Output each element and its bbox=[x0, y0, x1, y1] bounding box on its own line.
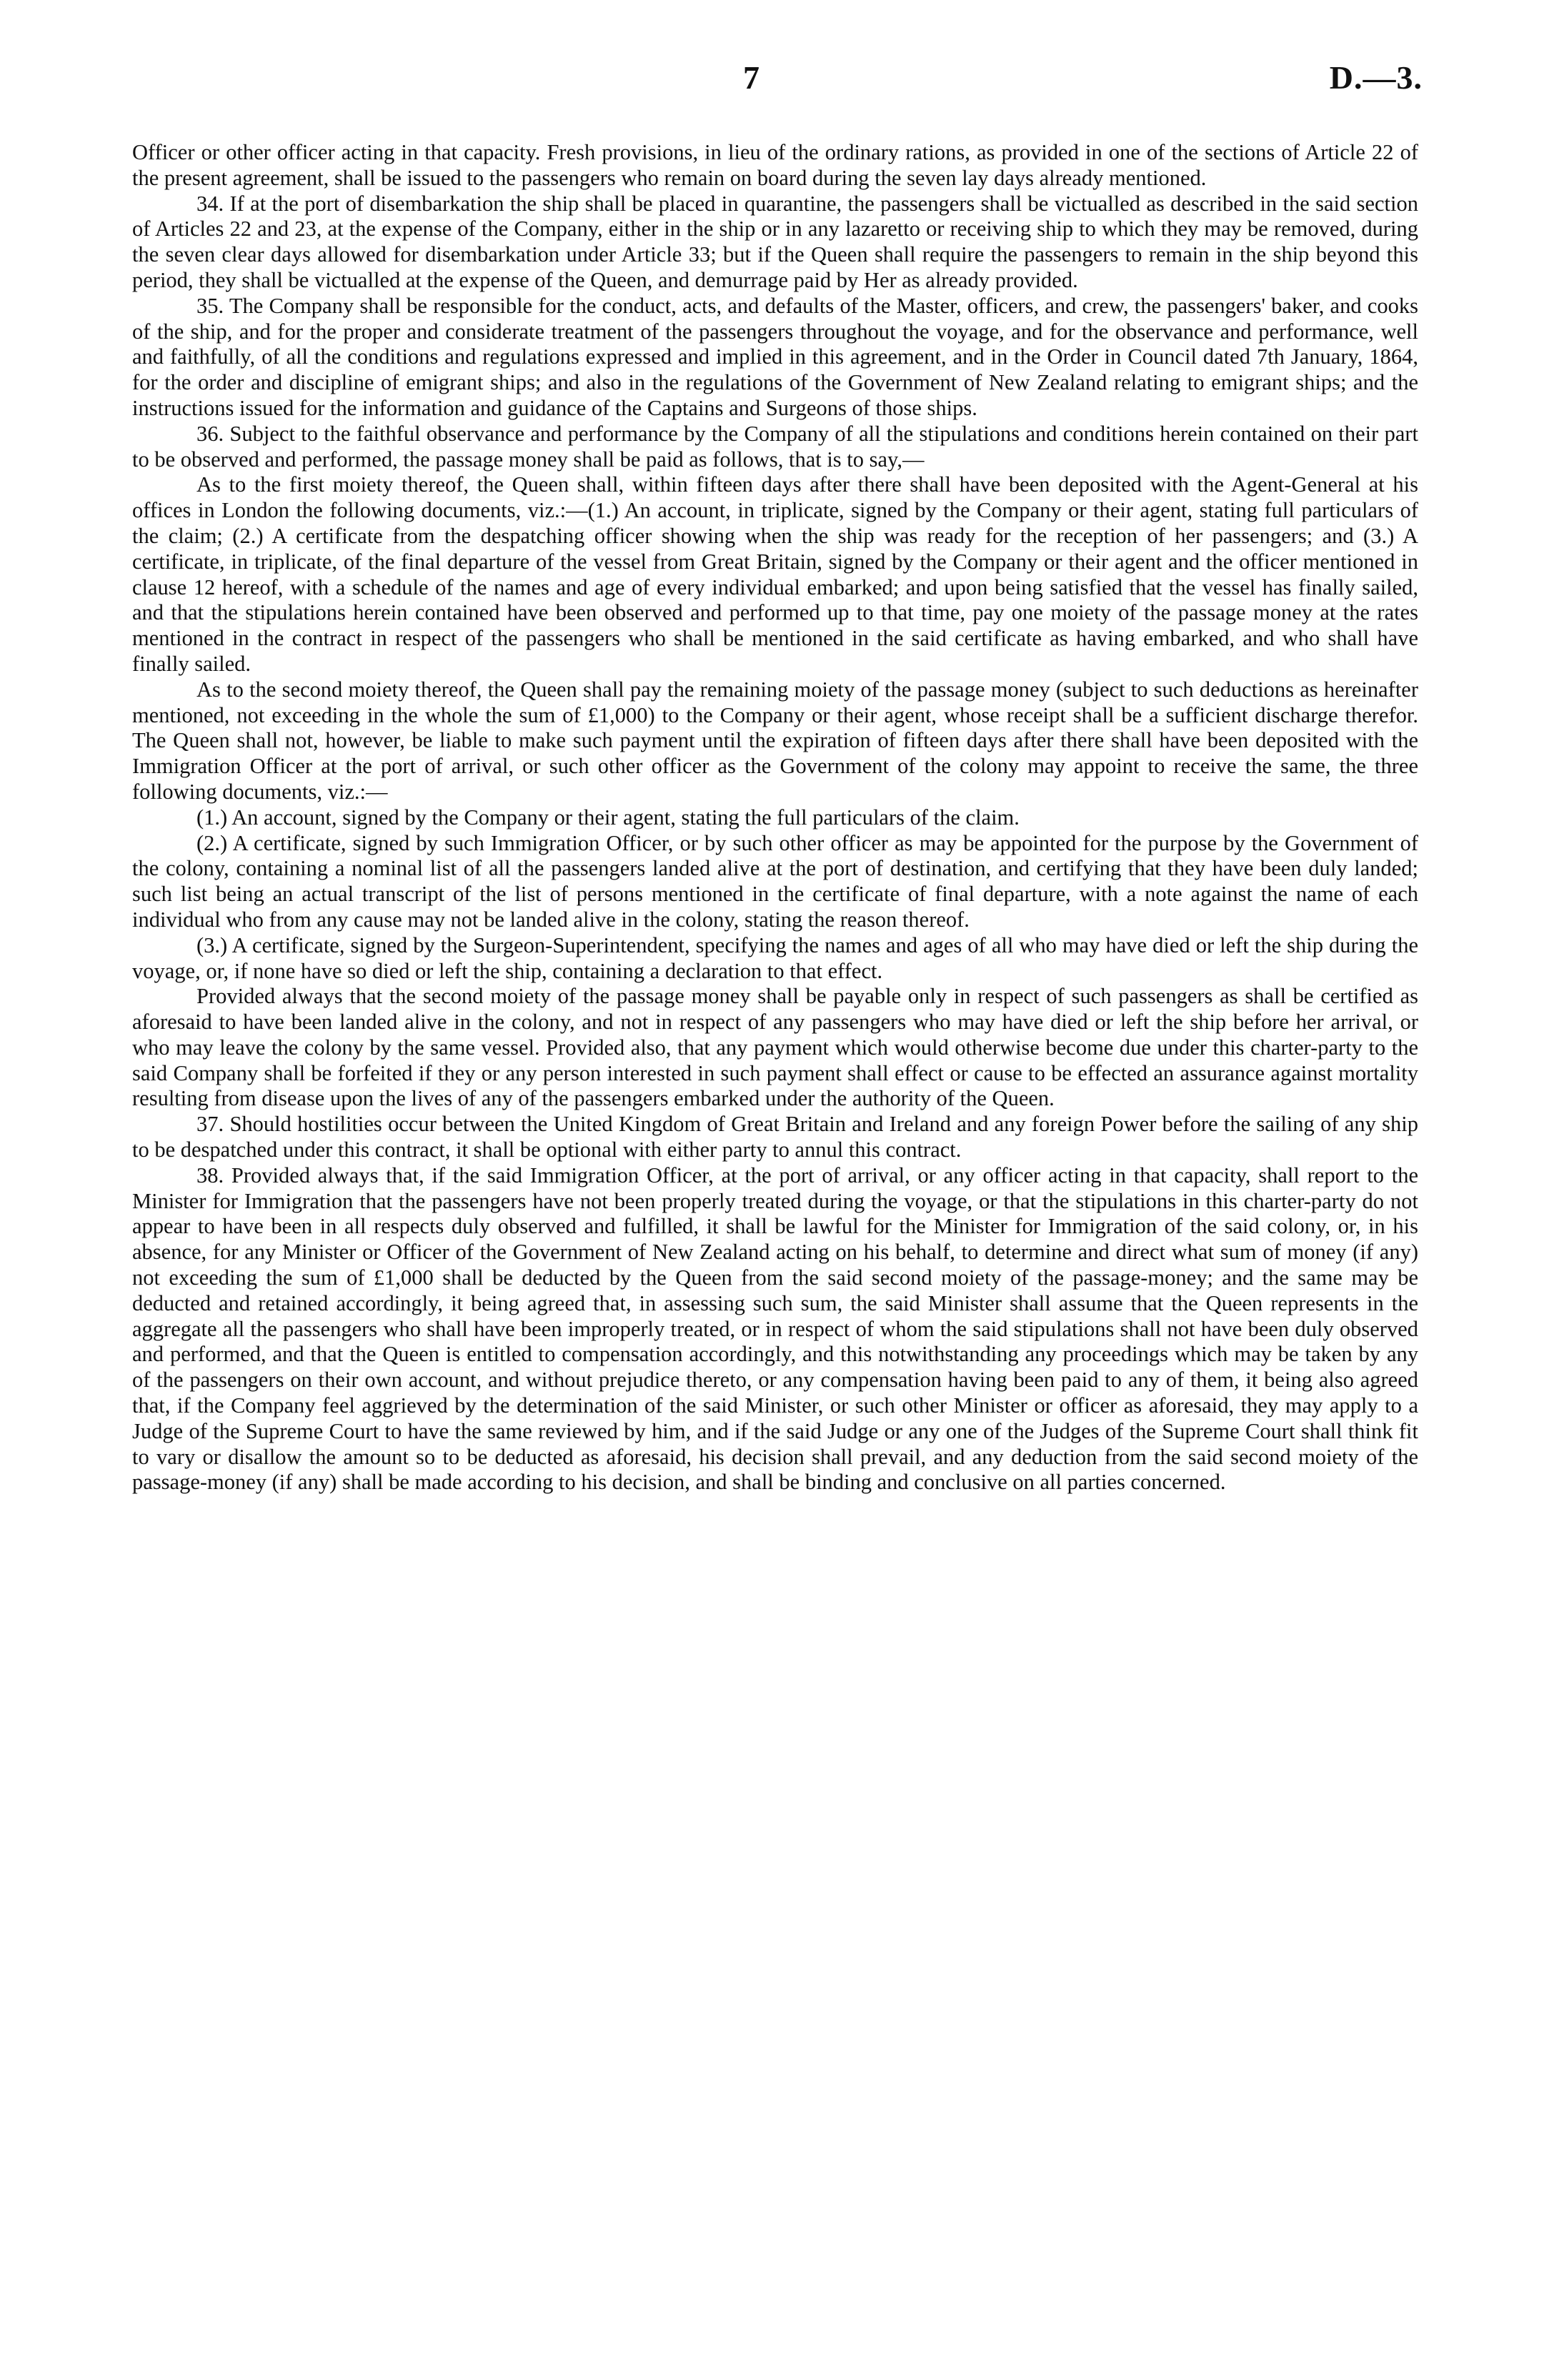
page-header bbox=[0, 59, 1544, 101]
paragraph-article-37: 37. Should hostilities occur between the United Kingdom of Great Britain and Ireland and any foreign Power before the sailing of any ship to be despatched under this contract, it shall be optional with either party to annul this contract. bbox=[132, 1112, 1418, 1162]
body-text bbox=[132, 140, 1418, 1495]
paragraph-document-1: (1.) An account, signed by the Company or their agent, stating the full particulars of the claim. bbox=[196, 805, 1020, 830]
paragraph-document-3: (3.) A certificate, signed by the Surgeon-Superintendent, specifying the names and ages of all who may have died or left the ship during the voyage, or, if none have so died or left the ship, containing a declaration to that effect. bbox=[132, 932, 1418, 983]
paragraph-continuation: Officer or other officer acting in that capacity. Fresh provisions, in lieu of the ordinary rations, as provided in one of the sections of Article 22 of the present agreement, shall be issued to the passengers who remain on board during the seven lay days already mentioned. bbox=[132, 140, 1418, 190]
paragraph-second-moiety: As to the second moiety thereof, the Queen shall pay the remaining moiety of the passage money (subject to such deductions as hereinafter mentioned, not exceeding in the whole the sum of £1,000) to the Company or their agent, whose receipt shall be a sufficient discharge therefor. The Queen shall not, however, be liable to make such payment until the expiration of fifteen days after there shall have been deposited with the Immigration Officer at the port of arrival, or such other officer as the Government of the colony may appoint to receive the same, the three following documents, viz.:— bbox=[132, 677, 1418, 804]
paragraph-article-38: 38. Provided always that, if the said Immigration Officer, at the port of arrival, or any officer acting in that capacity, shall report to the Minister for Immigration that the passengers have not been properly treated during the voyage, or that the stipulations in this charter-party do not appear to have been in all respects duly observed and fulfilled, it shall be lawful for the Minister for Immigration of the said colony, or, in his absence, for any Minister or Officer of the Government of New Zealand acting on his behalf, to determine and direct what sum of money (if any) not exceeding the sum of £1,000 shall be deducted by the Queen from the said second moiety of the passage-money; and the same may be deducted and retained accordingly, it being agreed that, in assessing such sum, the said Minister shall assume that the Queen represents in the aggregate all the passengers who shall have been improperly treated, or in respect of whom the said stipulations shall not have been duly observed and performed, and that the Queen is entitled to compensation accordingly, and this notwithstanding any proceedings which may be taken by any of the passengers on their own account, and without prejudice thereto, or any compensation having been paid to any of them, it being also agreed that, if the Company feel aggrieved by the determination of the said Minister, or such other Minister or officer as aforesaid, they may apply to a Judge of the Supreme Court to have the same reviewed by him, and if the said Judge or any one of the Judges of the Supreme Court shall think fit to vary or disallow the amount so to be deducted as aforesaid, his decision shall prevail, and any deduction from the said second moiety of the passage-money (if any) shall be made according to his decision, and shall be binding and conclusive on all parties concerned. bbox=[132, 1162, 1418, 1495]
paragraph-article-34: 34. If at the port of disembarkation the ship shall be placed in quarantine, the passengers shall be victualled as described in the said section of Articles 22 and 23, at the expense of the Company, either in the ship or in any lazaretto or receiving ship to which they may be removed, during the seven clear days allowed for disembarkation under Article 33; but if the Queen shall require the passengers to remain in the ship beyond this period, they shall be victualled at the expense of the Queen, and demurrage paid by Her as already provided. bbox=[132, 191, 1418, 292]
document-reference: D.—3. bbox=[1329, 59, 1423, 96]
paragraph-document-2: (2.) A certificate, signed by such Immigration Officer, or by such other officer as may be appointed for the purpose by the Government of the colony, containing a nominal list of all the passengers landed alive at the port of destination, and certifying that they have been duly landed; such list being an actual transcript of the list of persons mentioned in the certificate of final departure, with a note against the name of each individual who from any cause may not be landed alive in the colony, stating the reason thereof. bbox=[132, 830, 1418, 932]
paragraph-first-moiety: As to the first moiety thereof, the Queen shall, within fifteen days after there shall have been deposited with the Agent-General at his offices in London the following documents, viz.:—(1.) An account, in triplicate, signed by the Company or their agent, stating full particulars of the claim; (2.) A certificate from the despatching officer showing when the ship was ready for the reception of her passengers; and (3.) A certificate, in triplicate, of the final departure of the vessel from Great Britain, signed by the Company or their agent and the officer mentioned in clause 12 hereof, with a schedule of the names and age of every individual embarked; and upon being satisfied that the vessel has finally sailed, and that the stipulations herein contained have been observed and performed up to that time, pay one moiety of the passage money at the rates mentioned in the contract in respect of the passengers who shall be mentioned in the said certificate as having embarked, and who shall have finally sailed. bbox=[132, 472, 1418, 676]
paragraph-proviso: Provided always that the second moiety of the passage money shall be payable only in respect of such passengers as shall be certified as aforesaid to have been landed alive in the colony, and not in respect of any passengers who may have died or left the ship before her arrival, or who may leave the colony by the same vessel. Provided also, that any payment which would otherwise become due under this charter-party to the said Company shall be forfeited if they or any person interested in such payment shall effect or cause to be effected an assurance against mortality resulting from disease upon the lives of any of the passengers embarked under the authority of the Queen. bbox=[132, 984, 1418, 1111]
page-number: 7 bbox=[743, 59, 759, 96]
paragraph-article-36: 36. Subject to the faithful observance and performance by the Company of all the stipulations and conditions herein contained on their part to be observed and performed, the passage money shall be paid as follows, that is to say,— bbox=[132, 421, 1418, 472]
paragraph-article-35: 35. The Company shall be responsible for the conduct, acts, and defaults of the Master, officers, and crew, the passengers' baker, and cooks of the ship, and for the proper and considerate treatment of the passengers throughout the voyage, and for the observance and performance, well and faithfully, of all the conditions and regulations expressed and implied in this agreement, and in the Order in Council dated 7th January, 1864, for the order and discipline of emigrant ships; and also in the regulations of the Government of New Zealand relating to emigrant ships; and the instructions issued for the information and guidance of the Captains and Surgeons of those ships. bbox=[132, 293, 1418, 420]
